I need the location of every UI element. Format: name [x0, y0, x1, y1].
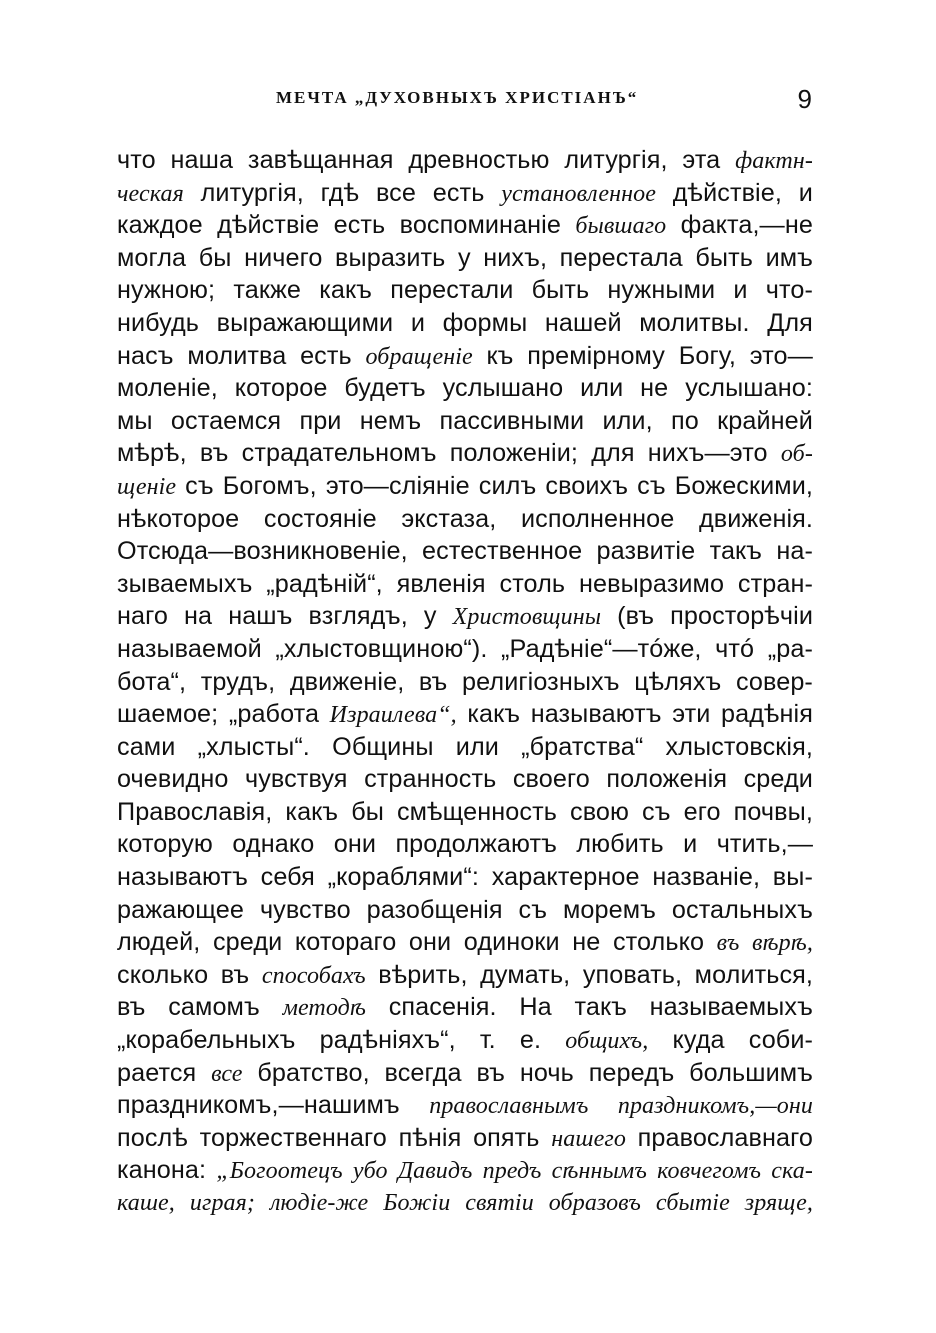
running-title: МЕЧТА „ДУХОВНЫХЪ ХРИСТІАНЪ“ — [276, 88, 639, 107]
word: быть — [695, 243, 753, 272]
word: страдательномъ — [241, 439, 437, 468]
word: Православія, — [117, 797, 273, 826]
word: спасенія. — [388, 993, 497, 1022]
word: услышано — [442, 374, 564, 403]
word: или — [455, 732, 499, 761]
word: мы — [117, 406, 153, 435]
text-line — [117, 926, 813, 959]
text-line — [117, 666, 813, 699]
word: нужною; — [117, 276, 216, 305]
word: эта — [682, 146, 721, 174]
text-line — [117, 274, 813, 307]
word: Божіи — [383, 1190, 451, 1216]
word: такъ — [709, 537, 763, 566]
word: литургія, — [564, 146, 668, 174]
word: выражающими — [216, 308, 394, 337]
text-line — [117, 437, 813, 470]
word: трудъ, — [200, 667, 276, 696]
word: куда — [672, 1026, 725, 1055]
word: Давидъ — [397, 1158, 473, 1185]
word: Израилева“, — [329, 702, 457, 729]
word: сѣннымъ — [551, 1158, 647, 1185]
text-line — [117, 307, 813, 340]
word: бывшаго — [575, 213, 667, 240]
text-line — [117, 861, 813, 894]
word: гдѣ — [320, 178, 360, 207]
word: при — [299, 406, 342, 435]
word: дѣйствіе, — [672, 178, 782, 207]
word: выразить — [335, 243, 446, 272]
text-line — [117, 568, 813, 601]
word: съ — [518, 895, 548, 924]
word: пѣнія — [398, 1123, 462, 1152]
word: вѣрить, — [378, 960, 468, 989]
word: Отсюда—возникновеніе, — [117, 537, 408, 566]
text-line — [117, 209, 813, 242]
word: или — [580, 374, 624, 403]
word: православнымъ — [429, 1093, 589, 1120]
text-line — [117, 144, 813, 177]
word: хлыстовскія, — [665, 732, 813, 761]
word: явленія — [396, 569, 486, 598]
word: исполненное — [521, 504, 675, 533]
text-line — [117, 600, 813, 633]
text-line — [117, 340, 813, 373]
word: древностью — [408, 146, 550, 174]
word: убо — [352, 1158, 388, 1185]
word: об- — [780, 441, 813, 468]
word: молитвы. — [639, 308, 750, 337]
word: радѣніяхъ“, — [319, 1026, 456, 1055]
word: смѣщенность — [396, 797, 557, 826]
word: въ — [117, 993, 146, 1022]
word: и — [733, 276, 748, 305]
word: сколько — [117, 960, 209, 989]
word: сбытіе — [655, 1190, 730, 1216]
word: ражающее — [117, 895, 245, 924]
word: своего — [512, 765, 590, 794]
text-line — [117, 1187, 813, 1220]
word: людей, — [117, 928, 201, 957]
text-line — [117, 405, 813, 438]
word: молиться, — [694, 960, 813, 989]
word: братство, — [257, 1058, 370, 1087]
word: въ — [418, 667, 448, 696]
word: самомъ — [168, 993, 260, 1022]
text-line — [117, 1154, 813, 1187]
word: праздникомъ,—нашимъ — [117, 1091, 400, 1120]
word: большимъ — [689, 1058, 813, 1087]
word: для — [591, 439, 635, 468]
word: нихъ—это — [647, 439, 768, 468]
word: „Богоотецъ — [216, 1158, 343, 1185]
text-line — [117, 372, 813, 405]
word: взглядъ, — [308, 602, 408, 631]
word: моленіе, — [117, 374, 218, 403]
word: На — [519, 993, 552, 1022]
word: простоpѣчіи — [670, 602, 813, 631]
word: Божескими, — [674, 471, 813, 500]
word: „Радѣніе“—тóже, — [501, 634, 702, 663]
word: Богомъ, — [222, 471, 317, 500]
word: и — [798, 178, 813, 207]
word: радѣнія — [721, 700, 813, 729]
text-line — [117, 470, 813, 503]
word: наша — [170, 146, 234, 174]
word: нашей — [544, 308, 622, 337]
word: это—сліяніе — [325, 471, 470, 500]
word: не — [572, 928, 601, 957]
word: у — [423, 602, 437, 631]
word: православнаго — [637, 1123, 813, 1152]
word: молитва — [187, 341, 287, 370]
text-line — [117, 959, 813, 992]
text-line — [117, 1122, 813, 1155]
word: называемой — [117, 634, 262, 663]
word: услышано: — [685, 374, 813, 403]
word: чувство — [259, 895, 351, 924]
word: нѣкоторое — [117, 504, 240, 533]
text-line — [117, 177, 813, 210]
word: религіозныхъ — [462, 667, 620, 696]
word: среди — [212, 928, 283, 957]
word: цѣляхъ — [634, 667, 722, 696]
word: и — [683, 830, 698, 859]
word: съ — [185, 471, 214, 500]
word: и — [410, 308, 425, 337]
word: положеніи; — [449, 439, 579, 468]
page-number: 9 — [797, 84, 812, 114]
word: у — [457, 243, 471, 272]
word: будетъ — [344, 374, 426, 403]
word: остальныхъ — [671, 895, 813, 924]
word: каше, — [117, 1190, 175, 1216]
text-line — [117, 991, 813, 1024]
word: бота“, — [117, 667, 187, 696]
word: движеніе, — [289, 667, 405, 696]
word: вѣрѣ, — [751, 930, 813, 957]
word: опять — [473, 1123, 540, 1152]
word: они — [333, 830, 377, 859]
word: есть — [300, 341, 352, 370]
word: щеніе — [117, 473, 177, 500]
word: или, — [602, 406, 653, 435]
word: движенія. — [698, 504, 813, 533]
word: на — [184, 602, 213, 631]
word: называютъ — [117, 863, 248, 892]
word: немъ — [359, 406, 422, 435]
word: котораго — [294, 928, 397, 957]
word: они — [408, 928, 452, 957]
word: состояніе — [263, 504, 377, 533]
word: пассивными — [439, 406, 585, 435]
word: продолжаютъ — [395, 830, 557, 859]
word: Христовщины — [452, 604, 602, 631]
word: нашего — [551, 1125, 626, 1152]
word: все — [375, 178, 416, 207]
word: называемыхъ — [649, 993, 813, 1022]
word: также — [233, 276, 302, 305]
word: столь — [499, 569, 566, 598]
word: „корабельныхъ — [117, 1026, 296, 1055]
word: т. — [479, 1026, 496, 1055]
word: послѣ — [117, 1123, 188, 1152]
text-line — [117, 1089, 813, 1122]
word: ска- — [771, 1158, 813, 1185]
word: праздникомъ,—они — [617, 1093, 813, 1120]
word: силъ — [478, 471, 537, 500]
word: нибудь — [117, 308, 200, 337]
word: „ра- — [767, 634, 813, 663]
word: совер- — [735, 667, 813, 696]
word: чувствуя — [245, 765, 348, 794]
word: торжественнаго — [199, 1123, 387, 1152]
word: Богу, — [678, 341, 737, 370]
word: ковчегомъ — [657, 1158, 762, 1185]
word: остаемся — [170, 406, 282, 435]
word: каждое — [117, 211, 203, 240]
word: ничего — [244, 243, 323, 272]
word: сами — [117, 732, 176, 761]
word: думать, — [480, 960, 571, 989]
word: нужными — [607, 276, 716, 305]
text-line — [117, 763, 813, 796]
word: крайней — [717, 406, 813, 435]
word: однако — [232, 830, 315, 859]
body-text — [117, 144, 813, 1220]
word: „хлыстовщиною“). — [275, 634, 488, 663]
word: по — [670, 406, 699, 435]
word: развитіе — [596, 537, 696, 566]
word: съ — [642, 797, 671, 826]
word: чтить,— — [716, 830, 813, 859]
text-line — [117, 242, 813, 275]
word: ночь — [519, 1058, 574, 1087]
word: перестала — [559, 243, 683, 272]
word: могла — [117, 243, 187, 272]
word: нихъ, — [483, 243, 548, 272]
word: „братства“ — [521, 732, 644, 761]
word: общихъ, — [565, 1028, 649, 1055]
word: которую — [117, 830, 213, 859]
word: рается — [117, 1058, 197, 1087]
text-line — [117, 731, 813, 764]
word: воспоминаніе — [399, 211, 561, 240]
word: обращеніе — [365, 343, 473, 370]
word: почвы, — [733, 797, 813, 826]
word: въ — [199, 439, 229, 468]
text-line — [117, 894, 813, 927]
word: называютъ — [530, 700, 662, 729]
text-line — [117, 1057, 813, 1090]
word: среди — [743, 765, 813, 794]
word: способахъ — [261, 962, 366, 989]
word: Общины — [332, 732, 434, 761]
word: насъ — [117, 341, 174, 370]
word: „работа — [228, 700, 320, 729]
word: людіе-же — [269, 1190, 369, 1216]
word: передъ — [588, 1058, 675, 1087]
word: бы — [198, 243, 232, 272]
text-line — [117, 535, 813, 568]
word: есть — [432, 178, 485, 207]
word: быть — [531, 276, 590, 305]
word: „кораблями“: — [327, 863, 479, 892]
word: естественное — [422, 537, 583, 566]
word: эти — [672, 700, 711, 729]
text-line — [117, 698, 813, 731]
word: зываемыхъ — [117, 569, 253, 598]
text-line — [117, 828, 813, 861]
word: свою — [570, 797, 629, 826]
word: названіе, — [652, 863, 761, 892]
word: методѣ — [282, 995, 366, 1022]
word: въ — [476, 1058, 505, 1087]
word: „радѣній“, — [266, 569, 383, 598]
text-line — [117, 503, 813, 536]
word: странность — [364, 765, 497, 794]
word: е. — [519, 1026, 542, 1055]
word: что — [117, 146, 156, 174]
word: имъ — [765, 243, 813, 272]
word: столько — [612, 928, 705, 957]
word: любить — [576, 830, 664, 859]
word: все — [211, 1060, 243, 1087]
word: экстаза, — [401, 504, 497, 533]
word: которое — [234, 374, 328, 403]
word: установленное — [501, 180, 656, 207]
word: фактн- — [735, 148, 813, 174]
word: „хлысты“. — [197, 732, 310, 761]
word: себя — [260, 863, 315, 892]
word: разобщенія — [366, 895, 503, 924]
word: литургія, — [200, 178, 304, 207]
word: образовъ — [548, 1190, 641, 1216]
word: какъ — [285, 797, 339, 826]
word: перестали — [390, 276, 514, 305]
word: формы — [442, 308, 528, 337]
word: къ — [486, 341, 514, 370]
text-line — [117, 796, 813, 829]
word: премірному — [527, 341, 665, 370]
word: чтó — [715, 634, 755, 663]
word: какъ — [319, 276, 372, 305]
word: что- — [765, 276, 813, 305]
word: на- — [776, 537, 813, 566]
word: святіи — [465, 1190, 534, 1216]
word: факта,—не — [680, 211, 813, 240]
word: играя; — [189, 1190, 255, 1216]
text-line — [117, 1024, 813, 1057]
word: Для — [767, 308, 813, 337]
word: есть — [333, 211, 386, 240]
word: (въ — [617, 602, 655, 631]
word: канона: — [117, 1156, 207, 1185]
word: въ — [716, 930, 740, 957]
word: ческая — [117, 180, 184, 207]
word: характерное — [491, 863, 640, 892]
word: съ — [637, 471, 666, 500]
running-head — [116, 84, 816, 120]
word: не — [640, 374, 669, 403]
word: соби- — [748, 1026, 813, 1055]
word: своихъ — [545, 471, 629, 500]
word: его — [683, 797, 721, 826]
word: бы — [351, 797, 384, 826]
word: одиноки — [463, 928, 560, 957]
word: очевидно — [117, 765, 229, 794]
word: уповать, — [582, 960, 683, 989]
word: какъ — [467, 700, 521, 729]
word: завѣщанная — [247, 146, 394, 174]
word: дѣйствіе — [217, 211, 320, 240]
word: въ — [220, 960, 250, 989]
word: стран- — [737, 569, 813, 598]
word: положенія — [606, 765, 728, 794]
word: моремъ — [562, 895, 656, 924]
word: предъ — [482, 1158, 542, 1185]
word: невыразимо — [578, 569, 725, 598]
word: это— — [749, 341, 813, 370]
word: нашъ — [228, 602, 293, 631]
text-line — [117, 633, 813, 666]
word: мѣрѣ, — [117, 439, 187, 468]
word: такъ — [574, 993, 627, 1022]
word: зряще, — [744, 1190, 813, 1216]
word: шаемое; — [117, 700, 219, 729]
word: вы- — [772, 863, 813, 892]
word: всегда — [384, 1058, 462, 1087]
word: наго — [117, 602, 168, 631]
